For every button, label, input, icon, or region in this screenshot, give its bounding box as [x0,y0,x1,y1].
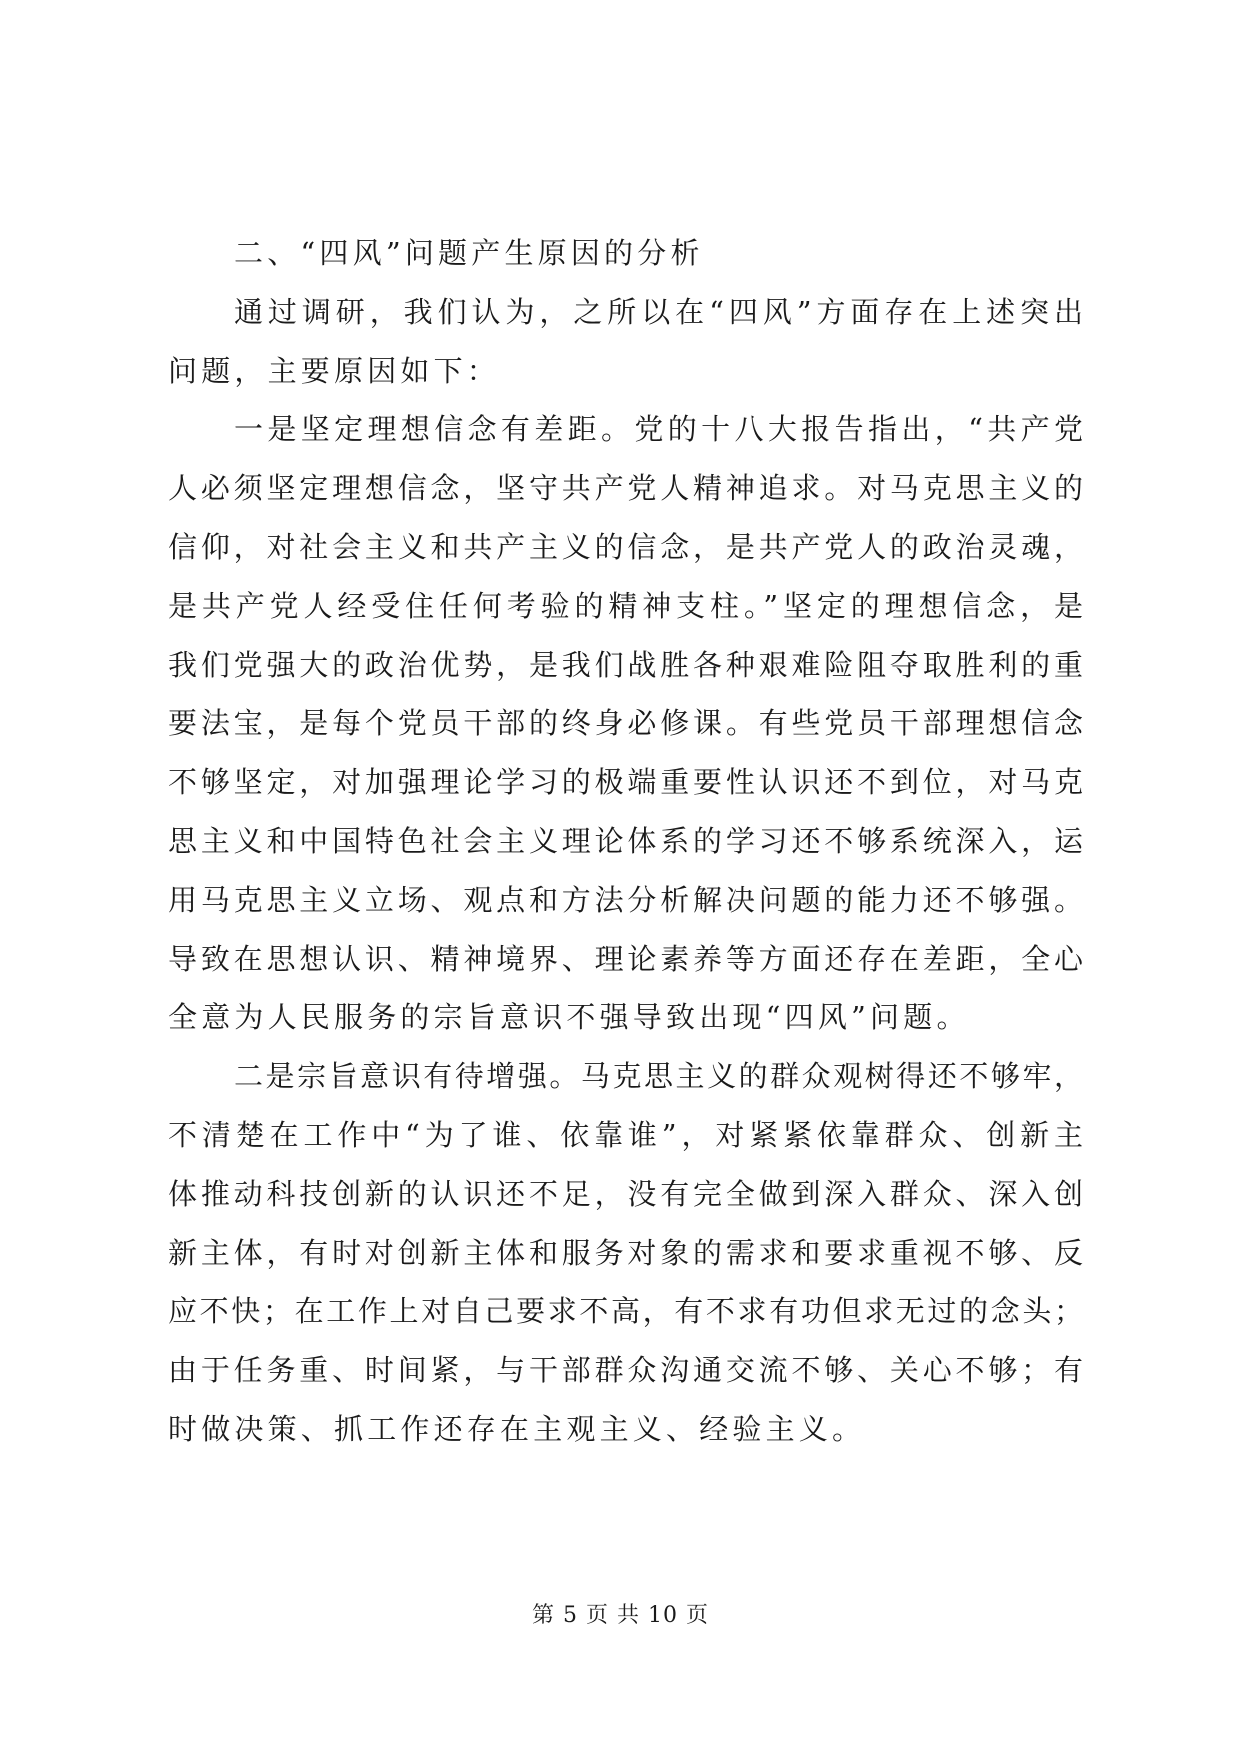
paragraph-line: 不清楚在工作中“为了谁、依靠谁”，对紧紧依靠群众、创新主 [168,1117,1083,1152]
section-heading: 二、“四风”问题产生原因的分析 [234,236,704,270]
paragraph-line: 我们党强大的政治优势，是我们战胜各种艰难险阻夺取胜利的重 [168,647,1083,682]
page-number-footer: 第 5 页 共 10 页 [532,1603,709,1628]
paragraph-line: 是共产党人经受住任何考验的精神支柱。”坚定的理想信念，是 [168,588,1083,623]
paragraph-line: 问题，主要原因如下： [168,353,501,388]
document-body [168,224,1083,1459]
paragraph-line: 时做决策、抓工作还存在主观主义、经验主义。 [168,1411,866,1446]
paragraph-line: 新主体，有时对创新主体和服务对象的需求和要求重视不够、反 [168,1235,1083,1270]
paragraph-line: 二是宗旨意识有待增强。马克思主义的群众观树得还不够牢， [234,1059,1083,1094]
paragraph-line: 用马克思主义立场、观点和方法分析解决问题的能力还不够强。 [168,882,1083,917]
paragraph-line: 人必须坚定理想信念，坚守共产党人精神追求。对马克思主义的 [168,471,1083,506]
paragraph-line: 思主义和中国特色社会主义理论体系的学习还不够系统深入，运 [168,823,1083,858]
paragraph-line: 信仰，对社会主义和共产主义的信念，是共产党人的政治灵魂， [168,529,1083,564]
paragraph-line: 全意为人民服务的宗旨意识不强导致出现“四风”问题。 [168,1000,970,1035]
paragraph-line: 要法宝，是每个党员干部的终身必修课。有些党员干部理想信念 [168,706,1083,741]
paragraph-line: 一是坚定理想信念有差距。党的十八大报告指出，“共产党 [234,412,1083,447]
paragraph-line: 由于任务重、时间紧，与干部群众沟通交流不够、关心不够；有 [168,1353,1083,1388]
paragraph-line: 不够坚定，对加强理论学习的极端重要性认识还不到位，对马克 [168,765,1083,800]
paragraph-line: 通过调研，我们认为，之所以在“四风”方面存在上述突出 [234,294,1083,329]
paragraph-line: 体推动科技创新的认识还不足，没有完全做到深入群众、深入创 [168,1176,1083,1211]
paragraph-line: 应不快；在工作上对自己要求不高，有不求有功但求无过的念头； [168,1294,1083,1329]
paragraph-line: 导致在思想认识、精神境界、理论素养等方面还存在差距，全心 [168,941,1083,976]
